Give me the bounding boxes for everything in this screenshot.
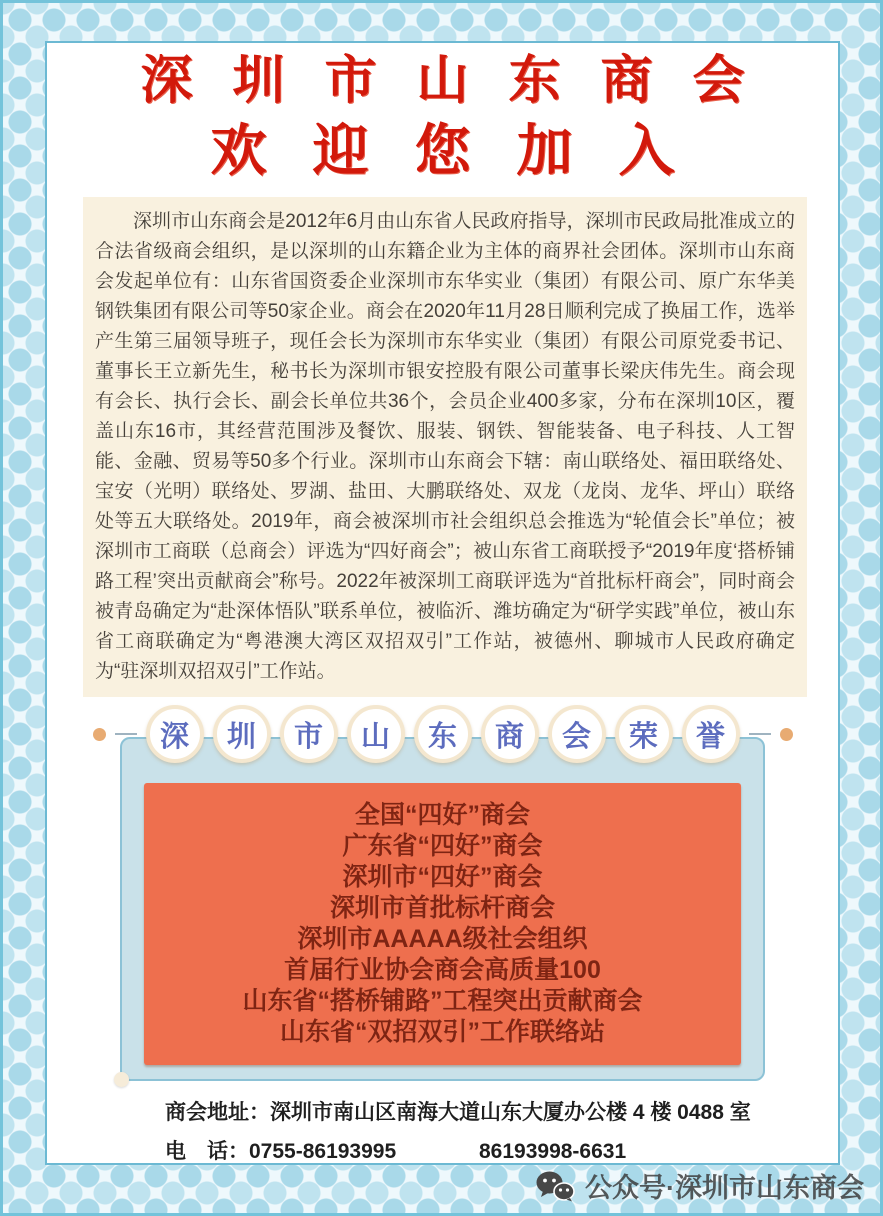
title-block: [47, 51, 838, 183]
honor-header-char: 会: [548, 705, 606, 763]
honor-item: 深圳市首批标杆商会: [329, 894, 555, 922]
address-row: [165, 1101, 798, 1124]
honor-header-char: 商: [481, 705, 539, 763]
watermark-text: 公众号·深圳市山东商会: [585, 1173, 864, 1203]
poster-content: [45, 41, 840, 1165]
honor-header-bubbles: [47, 705, 838, 763]
honor-header-char: 圳: [213, 705, 271, 763]
honor-header-char: 山: [347, 705, 405, 763]
honor-header-char: 东: [414, 705, 472, 763]
phone2-value: 86193998-6631: [479, 1140, 627, 1163]
honor-header-char: 深: [146, 705, 204, 763]
honor-list-box: [144, 783, 741, 1065]
honor-item: 深圳市“四好”商会: [342, 863, 543, 891]
phone2-item: [479, 1140, 798, 1163]
panel-corner-dot: [114, 1072, 129, 1087]
phone-item: [165, 1140, 479, 1163]
phone1-value: 0755-86193995: [249, 1140, 397, 1163]
address-value: 深圳市南山区南海大道山东大厦办公楼 4 楼 0488 室: [270, 1101, 751, 1124]
phone-row: [165, 1140, 798, 1163]
wechat-icon: [535, 1170, 575, 1202]
deco-dash-left: [115, 733, 137, 735]
contact-block: [165, 1101, 798, 1165]
honor-header-char: 市: [280, 705, 338, 763]
honor-header-char: 荣: [615, 705, 673, 763]
honor-item: 深圳市AAAAA级社会组织: [297, 925, 588, 953]
honor-item: 山东省“搭桥铺路”工程突出贡献商会: [242, 987, 643, 1015]
honor-header-char: 誉: [682, 705, 740, 763]
poster-title-line2: 欢迎您加入: [210, 118, 721, 184]
honor-panel: [120, 737, 765, 1081]
deco-dot-left: [93, 728, 106, 741]
honor-item: 首届行业协会商会高质量100: [284, 956, 601, 984]
address-item: [165, 1101, 798, 1124]
honor-item: 山东省“双招双引”工作联络站: [279, 1018, 605, 1046]
watermark: [535, 1166, 864, 1205]
honor-item: 全国“四好”商会: [354, 801, 530, 829]
phone-label: 电 话：: [165, 1140, 249, 1163]
deco-dot-right: [780, 728, 793, 741]
deco-dash-right: [749, 733, 771, 735]
honor-item: 广东省“四好”商会: [342, 832, 543, 860]
poster-title-line1: 深圳市山东商会: [140, 50, 785, 111]
honor-section: [47, 705, 838, 1081]
intro-paragraph: 深圳市山东商会是2012年6月由山东省人民政府指导，深圳市民政局批准成立的合法省级商会组织，是以深圳的山东籍企业为主体的商界社会团体。深圳市山东商会发起单位有：山东省国资委企业深圳市东华实业（集团）有限公司、原广东华美钢铁集团有限公司等50家企业。商会在2020年11月28日顺利完成了换届工作，选举产生第三届领导班子，现任会长为深圳市东华实业（集团）有限公司原党委书记、董事长王立新先生，秘书长为深圳市银安控股有限公司董事长梁庆伟先生。商会现有会长、执行会长、副会长单位共36个，会员企业400多家，分布在深圳10区，覆盖山东16市，其经营范围涉及餐饮、服装、钢铁、智能装备、电子科技、人工智能、金融、贸易等50多个行业。深圳市山东商会下辖：南山联络处、福田联络处、宝安（光明）联络处、罗湖、盐田、大鹏联络处、双龙（龙岗、龙华、坪山）联络处等五大联络处。2019年，商会被深圳市社会组织总会推选为“轮值会长”单位；被深圳市工商联（总商会）评选为“四好商会”；被山东省工商联授予“2019年度‘搭桥铺路工程’突出贡献商会”称号。2022年被深圳工商联评选为“首批标杆商会”，同时商会被青岛确定为“赴深体悟队”联系单位，被临沂、潍坊确定为“研学实践”单位，被山东省工商联确定为“粤港澳大湾区双招双引”工作站，被德州、聊城市人民政府确定为“驻深圳双招双引”工作站。: [83, 197, 807, 697]
address-label: 商会地址：: [165, 1101, 270, 1124]
